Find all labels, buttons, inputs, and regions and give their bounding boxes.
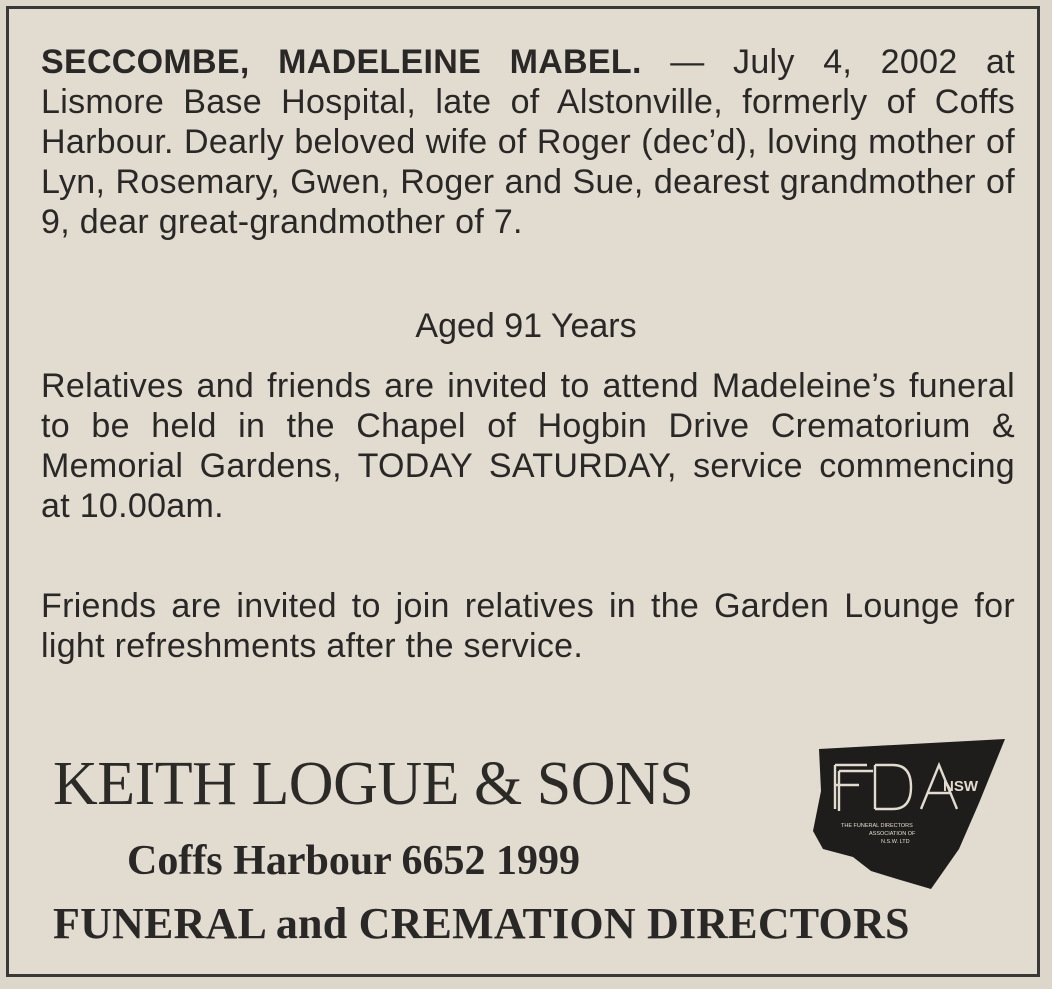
funeral-invitation: Relatives and friends are invited to attend Madeleine’s funeral to be held in the Chapel of Hogbin Drive Crematorium & Memorial Gardens, TODAY SATURDAY, service commencing at 10.00am. — [41, 367, 1015, 525]
firm-tagline: FUNERAL and CREMATION DIRECTORS — [53, 899, 910, 948]
deceased-name: SECCOMBE, MADELEINE MABEL. — [41, 43, 642, 81]
logo-caption-3: N.S.W. LTD — [881, 839, 910, 845]
age-line: Aged 91 Years — [415, 307, 637, 345]
logo-caption-1: THE FUNERAL DIRECTORS — [841, 823, 913, 829]
logo-caption-2: ASSOCIATION OF — [869, 831, 916, 837]
logo-state: NSW — [943, 778, 978, 795]
funeral-firm-name: KEITH LOGUE & SONS — [53, 750, 694, 818]
death-details: — July 4, 2002 at Lismore Base Hospital, late of Alstonville, formerly of Coffs Harbour. Dearly beloved wife of Roger (dec’d), loving mother of Lyn, Rosemary, Gwen, Roger and Sue, dearest grandmother of 9, dear great-grandmother of 7. — [41, 43, 1015, 241]
firm-phone: Coffs Harbour 6652 1999 — [127, 838, 581, 884]
fda-nsw-logo-icon — [809, 731, 1005, 889]
nsw-map-shape — [813, 739, 1005, 889]
refreshments-invitation: Friends are invited to join relatives in the Garden Lounge for light refreshments after the service. — [41, 587, 1015, 665]
notice-paragraph-intro — [41, 42, 1015, 242]
notice-frame — [6, 6, 1040, 977]
